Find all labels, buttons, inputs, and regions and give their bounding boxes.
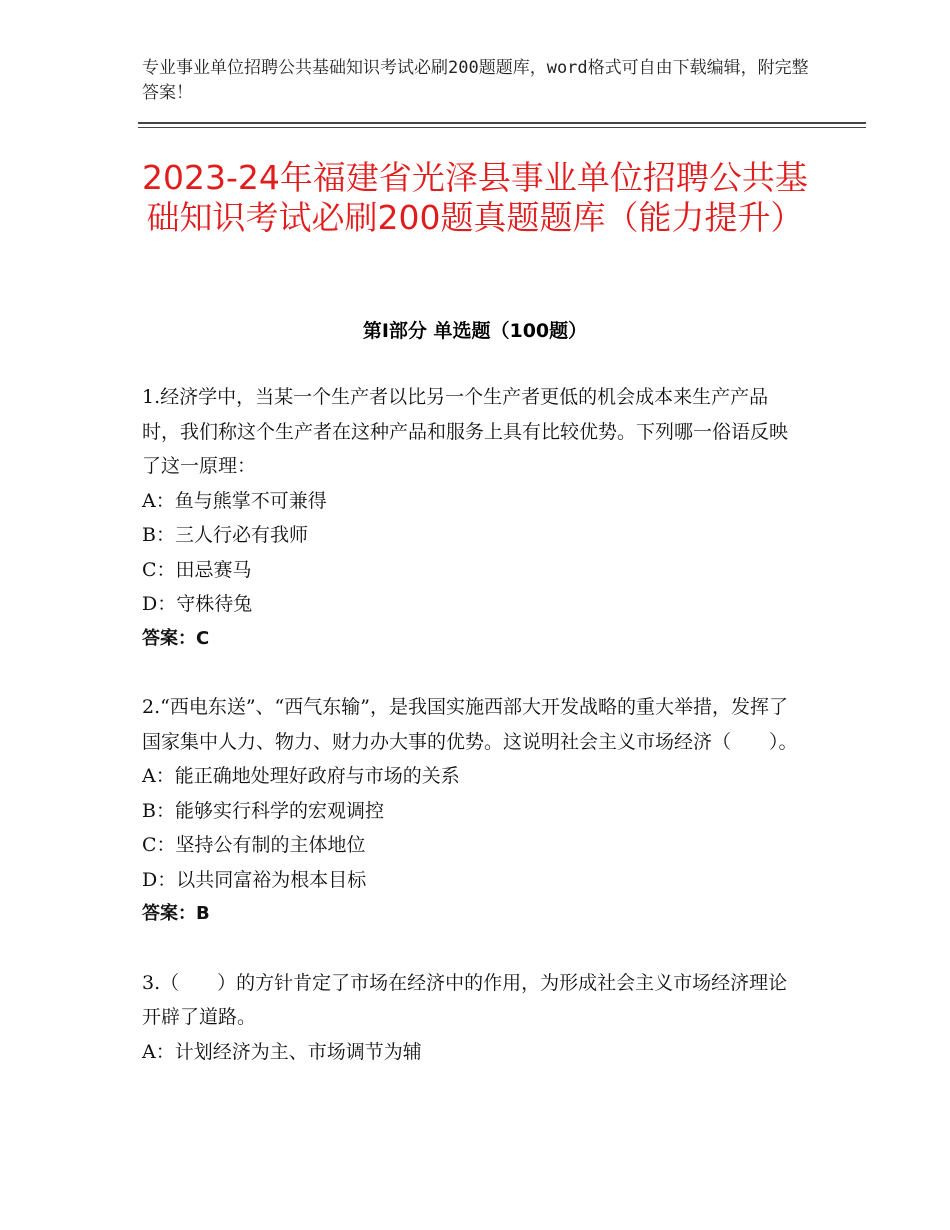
question-3 [142, 966, 802, 1070]
option-d: D：以共同富裕为根本目标 [142, 868, 367, 891]
answer: 答案：C [142, 627, 210, 649]
option-a: A：鱼与熊掌不可兼得 [142, 489, 327, 512]
header-rule-thin [138, 127, 866, 128]
option-b: B：三人行必有我师 [142, 524, 308, 546]
question-1 [142, 380, 802, 656]
question-stem: 2.“西电东送”、“西气东输”，是我国实施西部大开发战略的重大举措，发挥了国家集中人力、物力、财力办大事的优势。这说明社会主义市场经济（ ）。 [142, 696, 798, 753]
option-a: A：计划经济为主、市场调节为辅 [142, 1040, 422, 1063]
question-stem: 1.经济学中，当某一个生产者以比另一个生产者更低的机会成本来生产产品时，我们称这个生产者在这种产品和服务上具有比较优势。下列哪一俗语反映了这一原理： [142, 386, 789, 477]
option-b: B：能够实行科学的宏观调控 [142, 799, 384, 822]
option-c: C：田忌赛马 [142, 558, 252, 581]
document-title: 2023-24年福建省光泽县事业单位招聘公共基础知识考试必刷200题真题题库（能力提升） [142, 158, 808, 237]
question-stem: 3.（ ）的方针肯定了市场在经济中的作用，为形成社会主义市场经济理论开辟了道路。 [142, 971, 788, 1028]
question-list [142, 380, 802, 1103]
question-2 [142, 690, 802, 932]
answer: 答案：B [142, 903, 210, 924]
option-a: A：能正确地处理好政府与市场的关系 [142, 765, 460, 787]
header-rule-thick [138, 122, 866, 124]
header-note: 专业事业单位招聘公共基础知识考试必刷200题题库，word格式可自由下载编辑，附完整答案！ [142, 58, 809, 103]
option-d: D：守株待兔 [142, 593, 253, 615]
section-title: 第Ⅰ部分 单选题（100题） [362, 320, 588, 342]
option-c: C：坚持公有制的主体地位 [142, 834, 366, 856]
